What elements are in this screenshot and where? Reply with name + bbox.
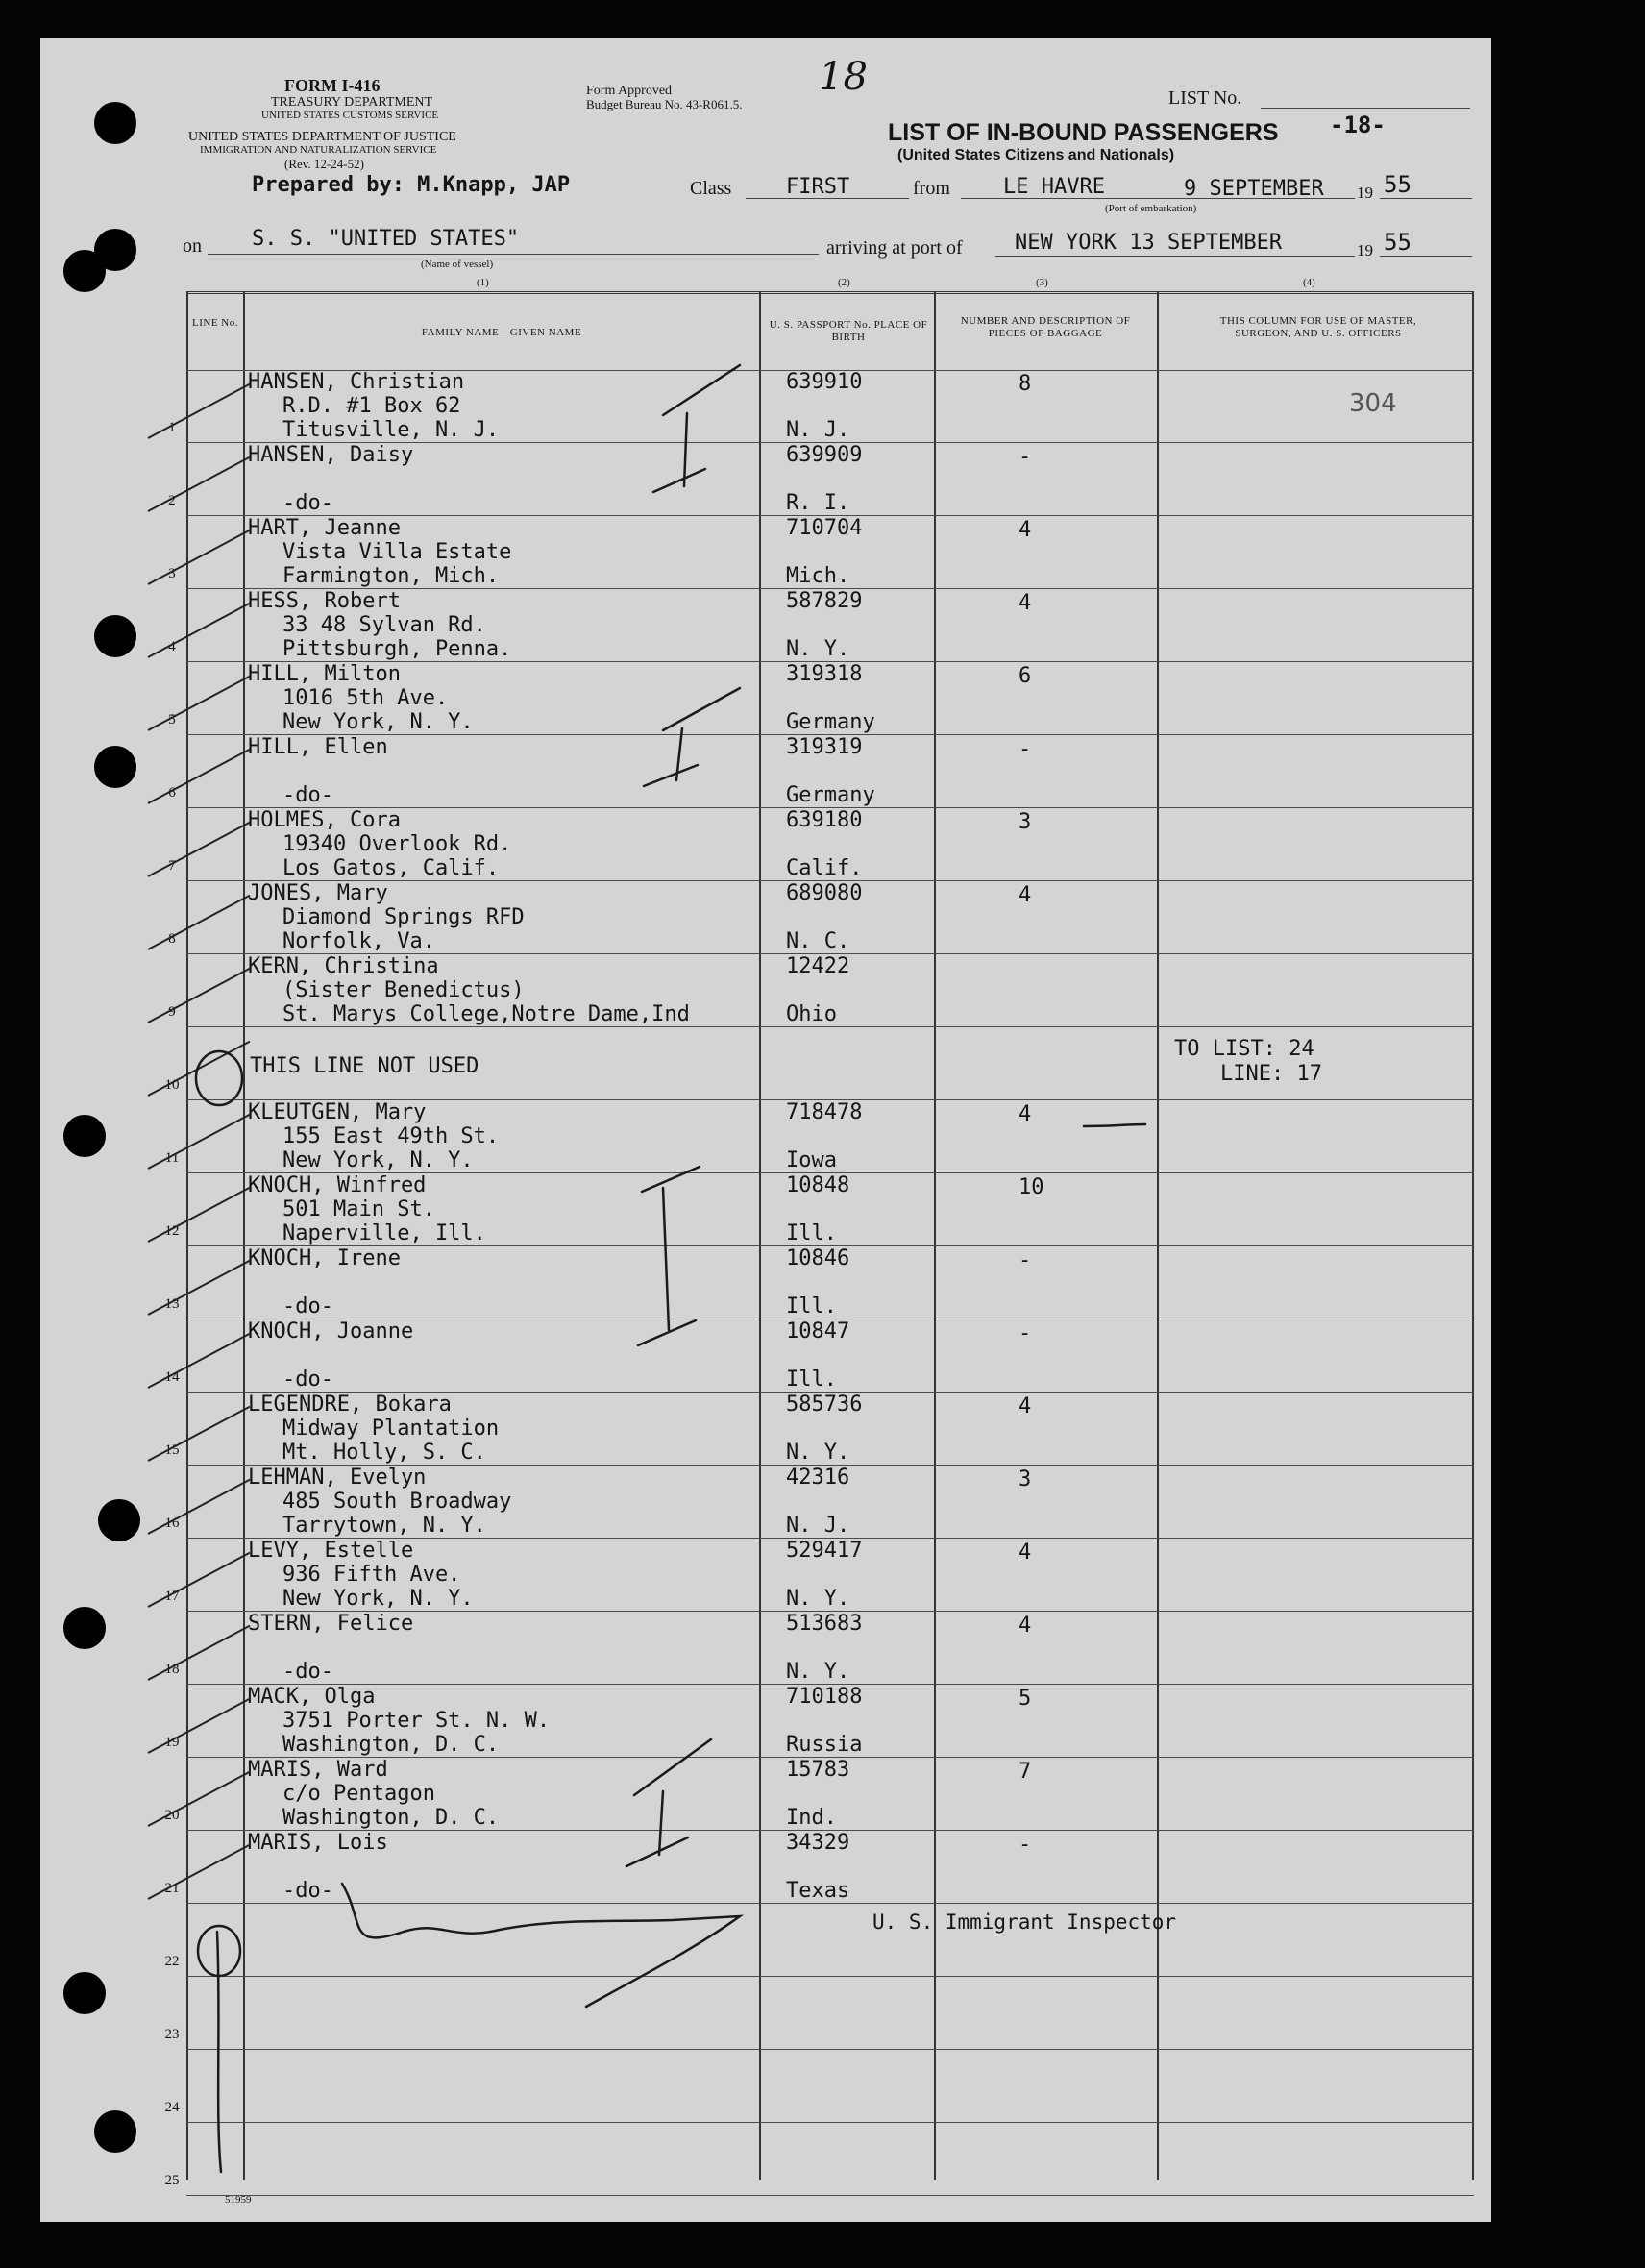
passport-number: 710188 xyxy=(786,1685,863,1709)
row-line-number: 25 xyxy=(164,2173,180,2188)
baggage-count: 4 xyxy=(1019,1102,1032,1126)
place-of-birth: Iowa xyxy=(786,1148,837,1172)
passport-number: 513683 xyxy=(786,1612,863,1636)
passenger-address-2: New York, N. Y. xyxy=(282,710,474,734)
passenger-name: HANSEN, Christian xyxy=(248,370,465,394)
col-header-passport: U. S. PASSPORT No. PLACE OF BIRTH xyxy=(769,319,928,343)
passenger-address-2: Norfolk, Va. xyxy=(282,929,435,953)
passport-number: 10848 xyxy=(786,1173,850,1197)
place-of-birth: R. I. xyxy=(786,491,850,515)
document-subtitle: (United States Citizens and Nationals) xyxy=(897,147,1175,163)
officer-note-2: LINE: 17 xyxy=(1220,1062,1322,1086)
row-line-number: 21 xyxy=(164,1881,180,1896)
passenger-address-2: Titusville, N. J. xyxy=(282,418,500,442)
place-of-birth: Mich. xyxy=(786,564,850,588)
passenger-address-2: Washington, D. C. xyxy=(282,1733,500,1757)
passenger-address-1: 1016 5th Ave. xyxy=(282,686,449,710)
handwritten-page-number: 18 xyxy=(819,55,868,99)
year-value: 55 xyxy=(1384,171,1412,198)
row-line-number: 8 xyxy=(168,931,176,947)
passenger-address-1: 501 Main St. xyxy=(282,1197,435,1221)
passenger-name: HOLMES, Cora xyxy=(248,808,401,832)
passenger-name: HILL, Milton xyxy=(248,662,401,686)
passenger-address-2: -do- xyxy=(282,1368,333,1392)
passenger-address-1: 155 East 49th St. xyxy=(282,1124,500,1148)
col-header-baggage: NUMBER AND DESCRIPTION OF PIECES OF BAGGAGE xyxy=(960,315,1131,339)
row-line-number: 22 xyxy=(164,1954,180,1969)
footer-code: 51959 xyxy=(225,2194,252,2206)
passenger-address-2: New York, N. Y. xyxy=(282,1587,474,1611)
passenger-name: LEHMAN, Evelyn xyxy=(248,1466,427,1490)
col3-number: (3) xyxy=(1036,277,1048,288)
passport-number: 718478 xyxy=(786,1100,863,1124)
passenger-name: MACK, Olga xyxy=(248,1685,376,1709)
passport-number: 689080 xyxy=(786,881,863,905)
row-line-number: 17 xyxy=(164,1589,180,1604)
place-of-birth: Germany xyxy=(786,710,875,734)
passport-number: 639909 xyxy=(786,443,863,467)
form-revision: (Rev. 12-24-52) xyxy=(284,157,364,171)
baggage-count: 7 xyxy=(1019,1760,1032,1784)
passport-number: 15783 xyxy=(786,1758,850,1782)
row-line-number: 10 xyxy=(164,1077,180,1093)
passenger-name: MARIS, Lois xyxy=(248,1831,388,1855)
col4-number: (4) xyxy=(1303,277,1315,288)
passenger-name: MARIS, Ward xyxy=(248,1758,388,1782)
place-of-birth: N. J. xyxy=(786,418,850,442)
row-line-number: 19 xyxy=(164,1735,180,1750)
passenger-name: LEGENDRE, Bokara xyxy=(248,1393,452,1417)
officer-note: 304 xyxy=(1349,389,1397,418)
place-of-birth: N. Y. xyxy=(786,637,850,661)
place-of-birth: N. J. xyxy=(786,1514,850,1538)
passport-number: 12422 xyxy=(786,954,850,978)
baggage-count: 4 xyxy=(1019,1394,1032,1418)
passport-number: 34329 xyxy=(786,1831,850,1855)
officer-note: TO LIST: 24 xyxy=(1174,1037,1314,1061)
passenger-address-2: Mt. Holly, S. C. xyxy=(282,1441,486,1465)
passenger-address-1: 936 Fifth Ave. xyxy=(282,1563,461,1587)
place-of-birth: Texas xyxy=(786,1879,850,1903)
on-label: on xyxy=(183,235,202,257)
form-number: FORM I-416 xyxy=(284,76,381,95)
row-line-number: 11 xyxy=(164,1150,180,1166)
passenger-address-2: New York, N. Y. xyxy=(282,1148,474,1172)
baggage-count: 10 xyxy=(1019,1175,1044,1199)
place-of-birth: Ill. xyxy=(786,1368,837,1392)
passenger-address-1: R.D. #1 Box 62 xyxy=(282,394,461,418)
passenger-name: KNOCH, Joanne xyxy=(248,1319,414,1344)
row-line-number: 18 xyxy=(164,1662,180,1677)
passenger-address-2: Farmington, Mich. xyxy=(282,564,500,588)
place-of-birth: Ill. xyxy=(786,1294,837,1319)
passenger-address-1: (Sister Benedictus) xyxy=(282,978,525,1002)
passenger-name: KERN, Christina xyxy=(248,954,439,978)
baggage-count: - xyxy=(1019,1833,1032,1857)
passport-number: 585736 xyxy=(786,1393,863,1417)
passenger-address-1: 485 South Broadway xyxy=(282,1490,512,1514)
passenger-address-2: Naperville, Ill. xyxy=(282,1221,486,1245)
col-header-name: FAMILY NAME—GIVEN NAME xyxy=(421,327,582,338)
passport-number: 10847 xyxy=(786,1319,850,1344)
row-line-number: 14 xyxy=(164,1369,180,1385)
passport-number: 529417 xyxy=(786,1539,863,1563)
ins-service: IMMIGRATION AND NATURALIZATION SERVICE xyxy=(200,144,437,156)
baggage-count: - xyxy=(1019,1321,1032,1345)
baggage-count: 6 xyxy=(1019,664,1032,688)
passenger-address-1: Diamond Springs RFD xyxy=(282,905,525,929)
customs-service: UNITED STATES CUSTOMS SERVICE xyxy=(261,110,439,121)
vessel-caption: (Name of vessel) xyxy=(421,259,494,270)
baggage-count: 4 xyxy=(1019,518,1032,542)
passenger-address-1: Midway Plantation xyxy=(282,1417,500,1441)
place-of-birth: Germany xyxy=(786,783,875,807)
passenger-address-2: -do- xyxy=(282,491,333,515)
passport-number: 10846 xyxy=(786,1246,850,1270)
vessel-name: S. S. "UNITED STATES" xyxy=(252,227,520,251)
passport-number: 42316 xyxy=(786,1466,850,1490)
passport-number: 319318 xyxy=(786,662,863,686)
place-of-birth: Ill. xyxy=(786,1221,837,1245)
passenger-address-2: Pittsburgh, Penna. xyxy=(282,637,512,661)
passenger-address-2: Washington, D. C. xyxy=(282,1806,500,1830)
row-line-number: 16 xyxy=(164,1516,180,1531)
place-of-birth: Calif. xyxy=(786,856,863,880)
passenger-address-1: 3751 Porter St. N. W. xyxy=(282,1709,551,1733)
col1-number: (1) xyxy=(477,277,489,288)
form-approved: Form Approved xyxy=(586,84,673,98)
place-of-birth: Ohio xyxy=(786,1002,837,1026)
not-used-note: THIS LINE NOT USED xyxy=(250,1054,479,1078)
arriving-label: arriving at port of xyxy=(826,237,963,259)
baggage-count: - xyxy=(1019,1248,1032,1272)
row-line-number: 4 xyxy=(168,639,176,654)
baggage-count: - xyxy=(1019,445,1032,469)
passenger-name: HILL, Ellen xyxy=(248,735,388,759)
place-of-birth: N. Y. xyxy=(786,1441,850,1465)
from-label: from xyxy=(913,178,950,199)
list-no-label: LIST No. xyxy=(1168,87,1242,109)
row-line-number: 12 xyxy=(164,1223,180,1239)
passenger-address-2: -do- xyxy=(282,1294,333,1319)
row-line-number: 24 xyxy=(164,2100,180,2115)
baggage-count: 4 xyxy=(1019,883,1032,907)
passenger-address-2: Tarrytown, N. Y. xyxy=(282,1514,486,1538)
baggage-count: 3 xyxy=(1019,1467,1032,1491)
year-prefix: 19 xyxy=(1357,184,1373,202)
passenger-address-1: Vista Villa Estate xyxy=(282,540,512,564)
row-line-number: 2 xyxy=(168,493,176,508)
baggage-count: 4 xyxy=(1019,591,1032,615)
departure-date: 9 SEPTEMBER xyxy=(1184,177,1324,201)
baggage-count: 5 xyxy=(1019,1687,1032,1711)
class-value: FIRST xyxy=(786,175,850,199)
passport-number: 639180 xyxy=(786,808,863,832)
passenger-name: HART, Jeanne xyxy=(248,516,401,540)
year-prefix-2: 19 xyxy=(1357,241,1373,259)
row-line-number: 20 xyxy=(164,1808,180,1823)
baggage-count: 8 xyxy=(1019,372,1032,396)
row-line-number: 1 xyxy=(168,420,176,435)
place-of-birth: Ind. xyxy=(786,1806,837,1830)
passenger-name: LEVY, Estelle xyxy=(248,1539,414,1563)
list-no-value: -18- xyxy=(1330,111,1386,138)
row-line-number: 3 xyxy=(168,566,176,581)
row-line-number: 9 xyxy=(168,1004,176,1020)
baggage-count: 4 xyxy=(1019,1614,1032,1638)
passport-number: 639910 xyxy=(786,370,863,394)
passenger-address-1: c/o Pentagon xyxy=(282,1782,435,1806)
passenger-name: KNOCH, Winfred xyxy=(248,1173,427,1197)
year-value-2: 55 xyxy=(1384,229,1412,256)
passenger-address-2: St. Marys College,Notre Dame,Ind xyxy=(282,1002,690,1026)
port-caption: (Port of embarkation) xyxy=(1105,203,1197,214)
justice-dept: UNITED STATES DEPARTMENT OF JUSTICE xyxy=(188,130,456,144)
row-line-number: 7 xyxy=(168,858,176,874)
baggage-count: 4 xyxy=(1019,1541,1032,1565)
row-line-number: 6 xyxy=(168,785,176,801)
passenger-name: HESS, Robert xyxy=(248,589,401,613)
passenger-address-2: -do- xyxy=(282,1879,333,1903)
row-line-number: 13 xyxy=(164,1296,180,1312)
place-of-birth: N. Y. xyxy=(786,1660,850,1684)
passenger-name: JONES, Mary xyxy=(248,881,388,905)
place-of-birth: N. C. xyxy=(786,929,850,953)
passenger-address-1: 19340 Overlook Rd. xyxy=(282,832,512,856)
passenger-address-2: Los Gatos, Calif. xyxy=(282,856,500,880)
document-title: LIST OF IN-BOUND PASSENGERS xyxy=(888,119,1279,146)
passport-number: 319319 xyxy=(786,735,863,759)
baggage-count: - xyxy=(1019,737,1032,761)
passport-number: 710704 xyxy=(786,516,863,540)
passenger-name: KNOCH, Irene xyxy=(248,1246,401,1270)
inspector-label: U. S. Immigrant Inspector xyxy=(872,1911,1177,1934)
passenger-address-2: -do- xyxy=(282,783,333,807)
prepared-by: Prepared by: M.Knapp, JAP xyxy=(252,173,571,197)
col2-number: (2) xyxy=(838,277,850,288)
from-port: LE HAVRE xyxy=(1003,175,1105,199)
place-of-birth: Russia xyxy=(786,1733,863,1757)
row-line-number: 15 xyxy=(164,1442,180,1458)
col-header-line-no: LINE No. xyxy=(192,317,238,329)
budget-bureau: Budget Bureau No. 43-R061.5. xyxy=(586,97,743,111)
passenger-name: HANSEN, Daisy xyxy=(248,443,414,467)
arrival-port-date: NEW YORK 13 SEPTEMBER xyxy=(1015,231,1283,255)
passenger-name: STERN, Felice xyxy=(248,1612,414,1636)
treasury-dept: TREASURY DEPARTMENT xyxy=(271,95,433,110)
passport-number: 587829 xyxy=(786,589,863,613)
row-line-number: 5 xyxy=(168,712,176,727)
passenger-address-2: -do- xyxy=(282,1660,333,1684)
place-of-birth: N. Y. xyxy=(786,1587,850,1611)
class-label: Class xyxy=(690,178,732,199)
passenger-name: KLEUTGEN, Mary xyxy=(248,1100,427,1124)
baggage-count: 3 xyxy=(1019,810,1032,834)
col-header-officers: THIS COLUMN FOR USE OF MASTER, SURGEON, AND U. S. OFFICERS xyxy=(1219,315,1417,339)
passenger-address-1: 33 48 Sylvan Rd. xyxy=(282,613,486,637)
row-line-number: 23 xyxy=(164,2027,180,2042)
